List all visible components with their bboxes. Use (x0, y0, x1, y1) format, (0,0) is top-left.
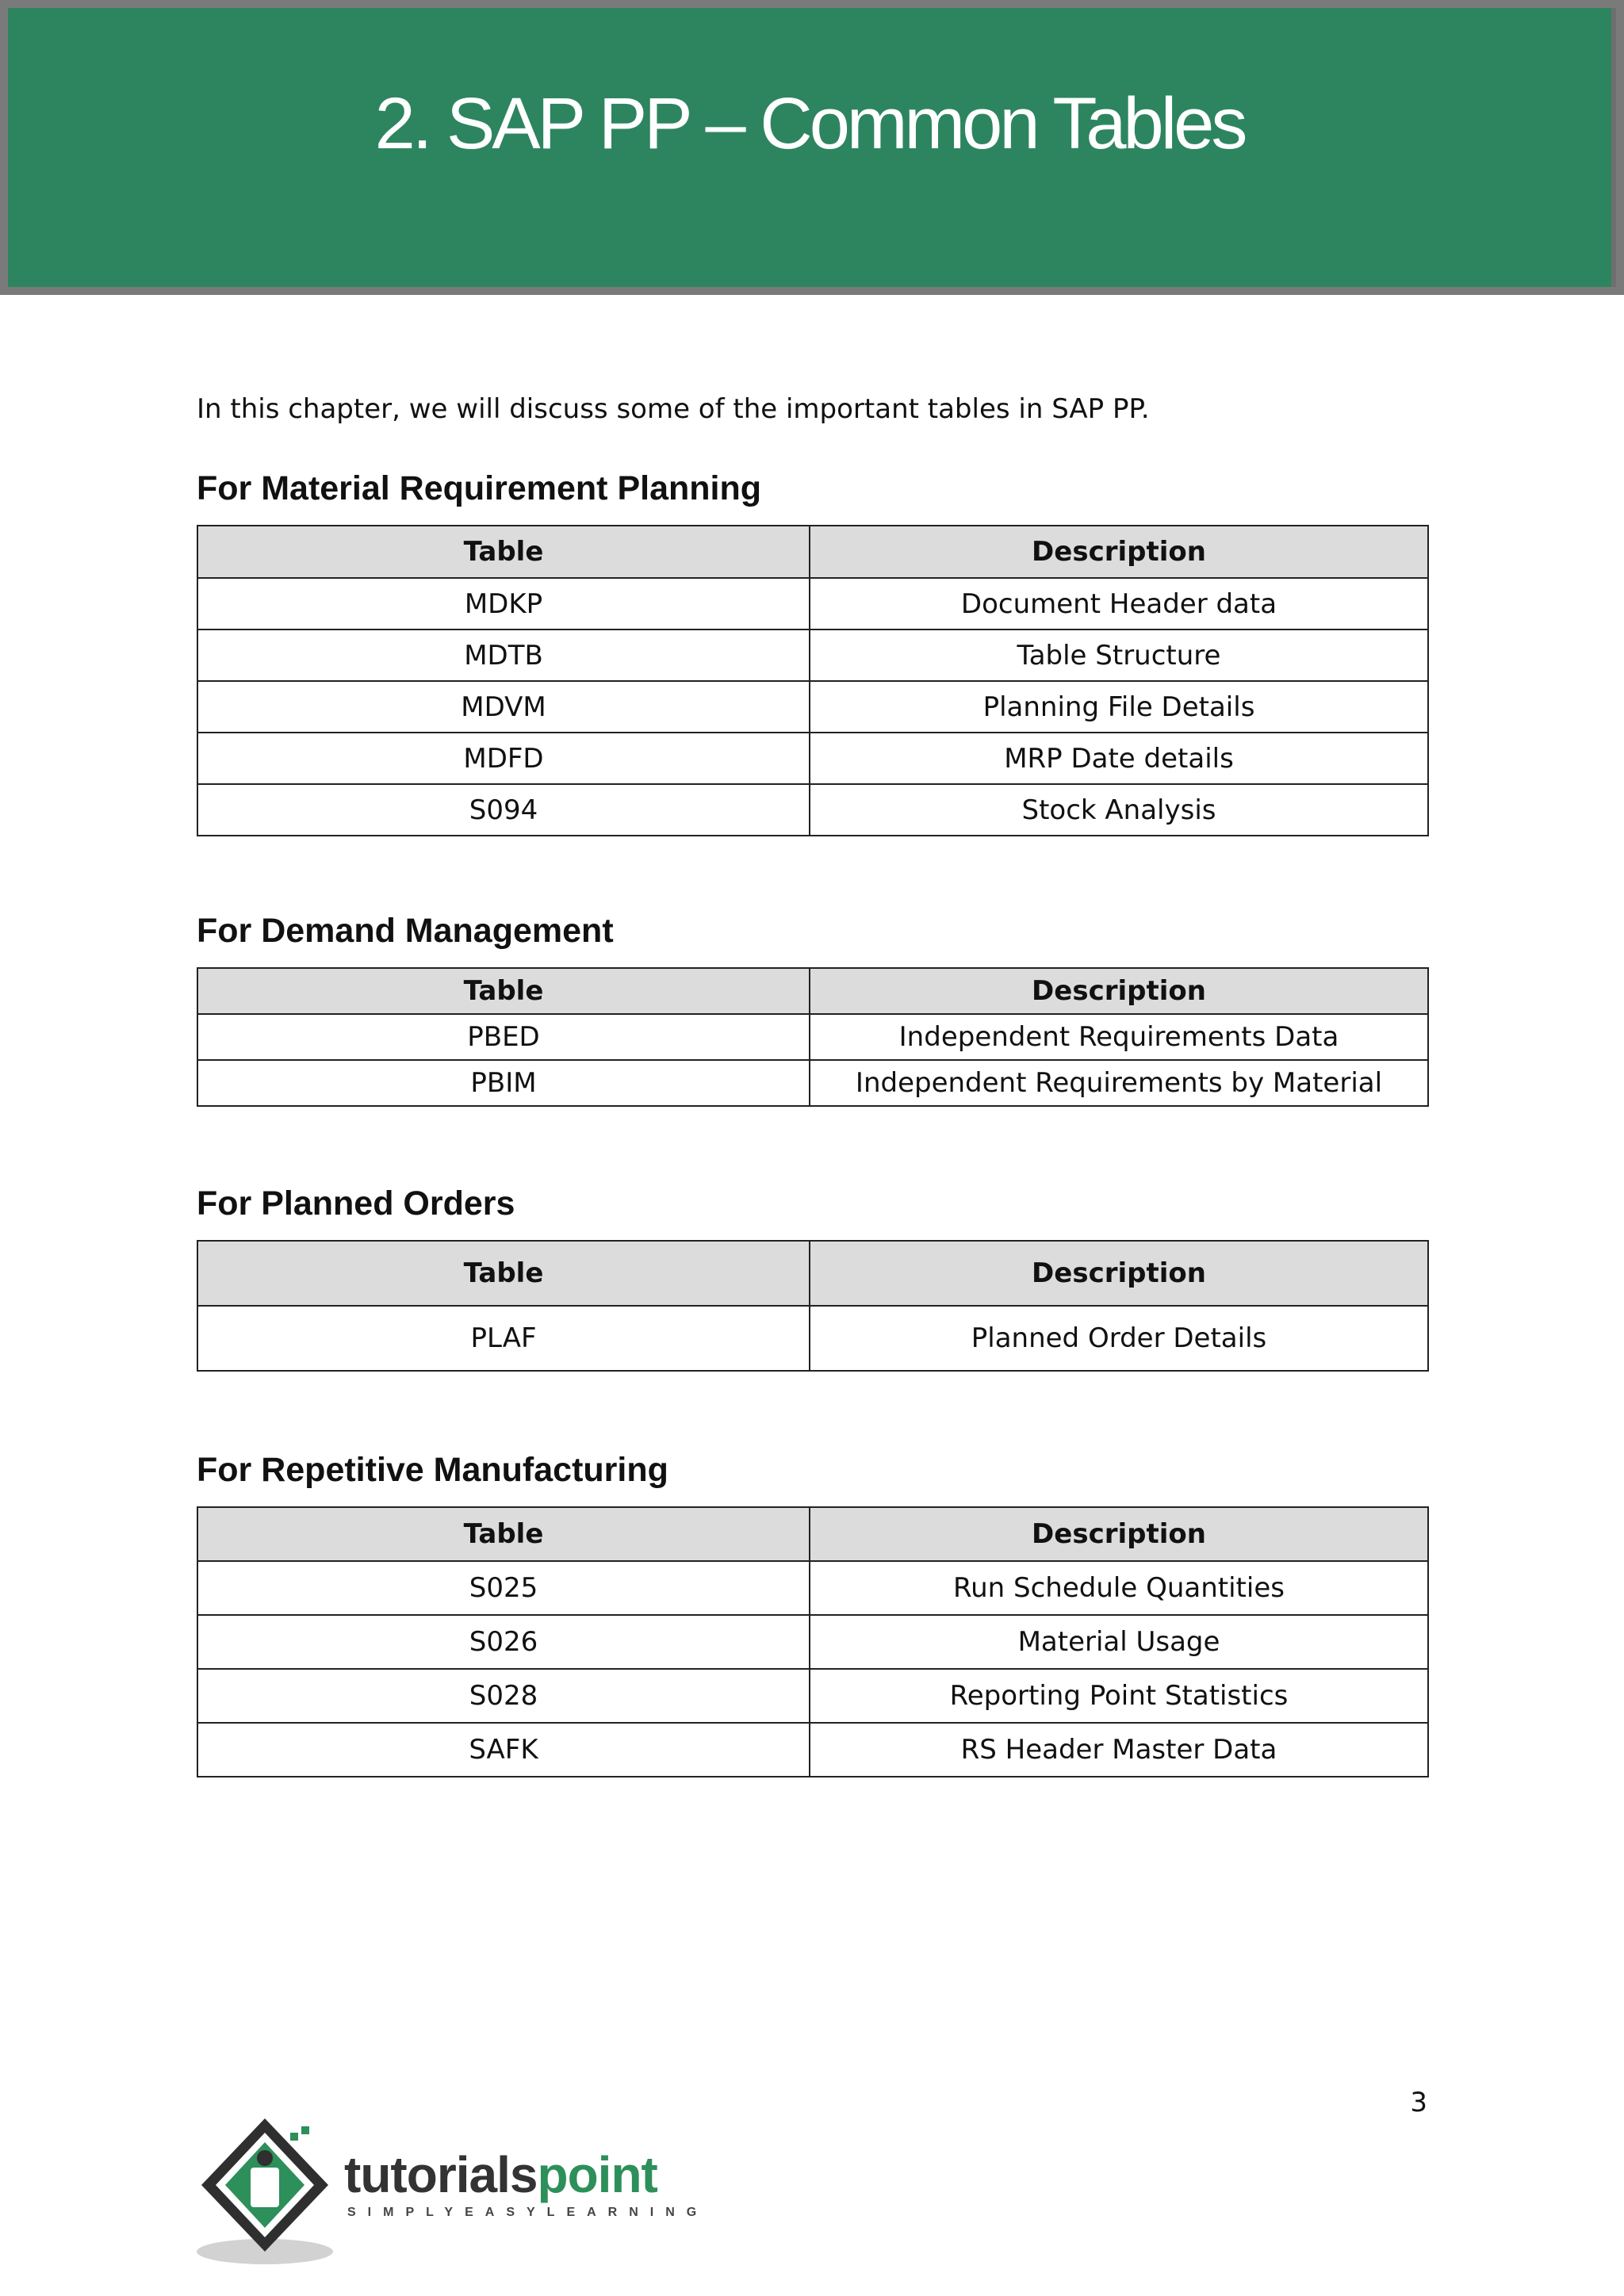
table-name-cell: MDFD (197, 733, 810, 784)
table-row (197, 629, 1428, 681)
description-cell: Reporting Point Statistics (810, 1669, 1428, 1723)
table-row (197, 1669, 1428, 1723)
table-name-cell: PBED (197, 1014, 810, 1060)
table-name-cell: PBIM (197, 1060, 810, 1106)
logo-emblem-icon (195, 2112, 346, 2271)
table-row (197, 784, 1428, 836)
description-cell: RS Header Master Data (810, 1723, 1428, 1777)
repetitive-manufacturing-table (197, 1506, 1429, 1777)
section-repetitive-manufacturing (197, 1448, 1427, 1777)
chapter-banner (0, 0, 1624, 295)
section-mrp (197, 466, 1427, 836)
table-row (197, 733, 1428, 784)
table-name-cell: SAFK (197, 1723, 810, 1777)
section-heading: For Planned Orders (197, 1184, 515, 1223)
description-cell: Material Usage (810, 1615, 1428, 1669)
logo-word-part2: point (537, 2146, 657, 2203)
description-cell: Stock Analysis (810, 784, 1428, 836)
section-planned-orders (197, 1181, 1427, 1372)
description-cell: Document Header data (810, 578, 1428, 629)
chapter-banner-fill (8, 8, 1616, 287)
column-header-description: Description (810, 968, 1428, 1014)
planned-orders-table (197, 1240, 1429, 1372)
column-header-description: Description (810, 526, 1428, 578)
section-heading: For Demand Management (197, 912, 614, 950)
table-row (197, 1306, 1428, 1371)
tutorialspoint-logo (195, 2112, 709, 2271)
table-row (197, 1561, 1428, 1615)
table-header-row (197, 1241, 1428, 1306)
table-name-cell: S028 (197, 1669, 810, 1723)
table-row (197, 1014, 1428, 1060)
section-heading: For Material Requirement Planning (197, 469, 761, 507)
chapter-title: 2. SAP PP – Common Tables (374, 83, 1245, 164)
page-number: 3 (1410, 2087, 1427, 2118)
section-heading: For Repetitive Manufacturing (197, 1451, 668, 1489)
column-header-table: Table (197, 1241, 810, 1306)
logo-word-part1: tutorials (344, 2146, 538, 2203)
intro-paragraph: In this chapter, we will discuss some of the important tables in SAP PP. (197, 393, 1150, 425)
demand-management-table (197, 967, 1429, 1107)
description-cell: Planning File Details (810, 681, 1428, 733)
table-row (197, 1060, 1428, 1106)
column-header-table: Table (197, 526, 810, 578)
description-cell: Planned Order Details (810, 1306, 1428, 1371)
column-header-description: Description (810, 1507, 1428, 1561)
table-name-cell: S094 (197, 784, 810, 836)
table-name-cell: MDVM (197, 681, 810, 733)
table-row (197, 681, 1428, 733)
logo-wordmark (344, 2147, 657, 2202)
table-name-cell: S025 (197, 1561, 810, 1615)
description-cell: Independent Requirements Data (810, 1014, 1428, 1060)
table-name-cell: PLAF (197, 1306, 810, 1371)
mrp-table (197, 525, 1429, 836)
table-name-cell: S026 (197, 1615, 810, 1669)
table-header-row (197, 526, 1428, 578)
table-row (197, 1723, 1428, 1777)
column-header-table: Table (197, 968, 810, 1014)
table-name-cell: MDKP (197, 578, 810, 629)
description-cell: Table Structure (810, 629, 1428, 681)
column-header-description: Description (810, 1241, 1428, 1306)
description-cell: MRP Date details (810, 733, 1428, 784)
logo-tagline: SIMPLYEASYLEARNING (347, 2206, 709, 2219)
description-cell: Run Schedule Quantities (810, 1561, 1428, 1615)
column-header-table: Table (197, 1507, 810, 1561)
table-row (197, 1615, 1428, 1669)
table-row (197, 578, 1428, 629)
table-header-row (197, 1507, 1428, 1561)
table-name-cell: MDTB (197, 629, 810, 681)
description-cell: Independent Requirements by Material (810, 1060, 1428, 1106)
section-demand-management (197, 909, 1427, 1107)
table-header-row (197, 968, 1428, 1014)
